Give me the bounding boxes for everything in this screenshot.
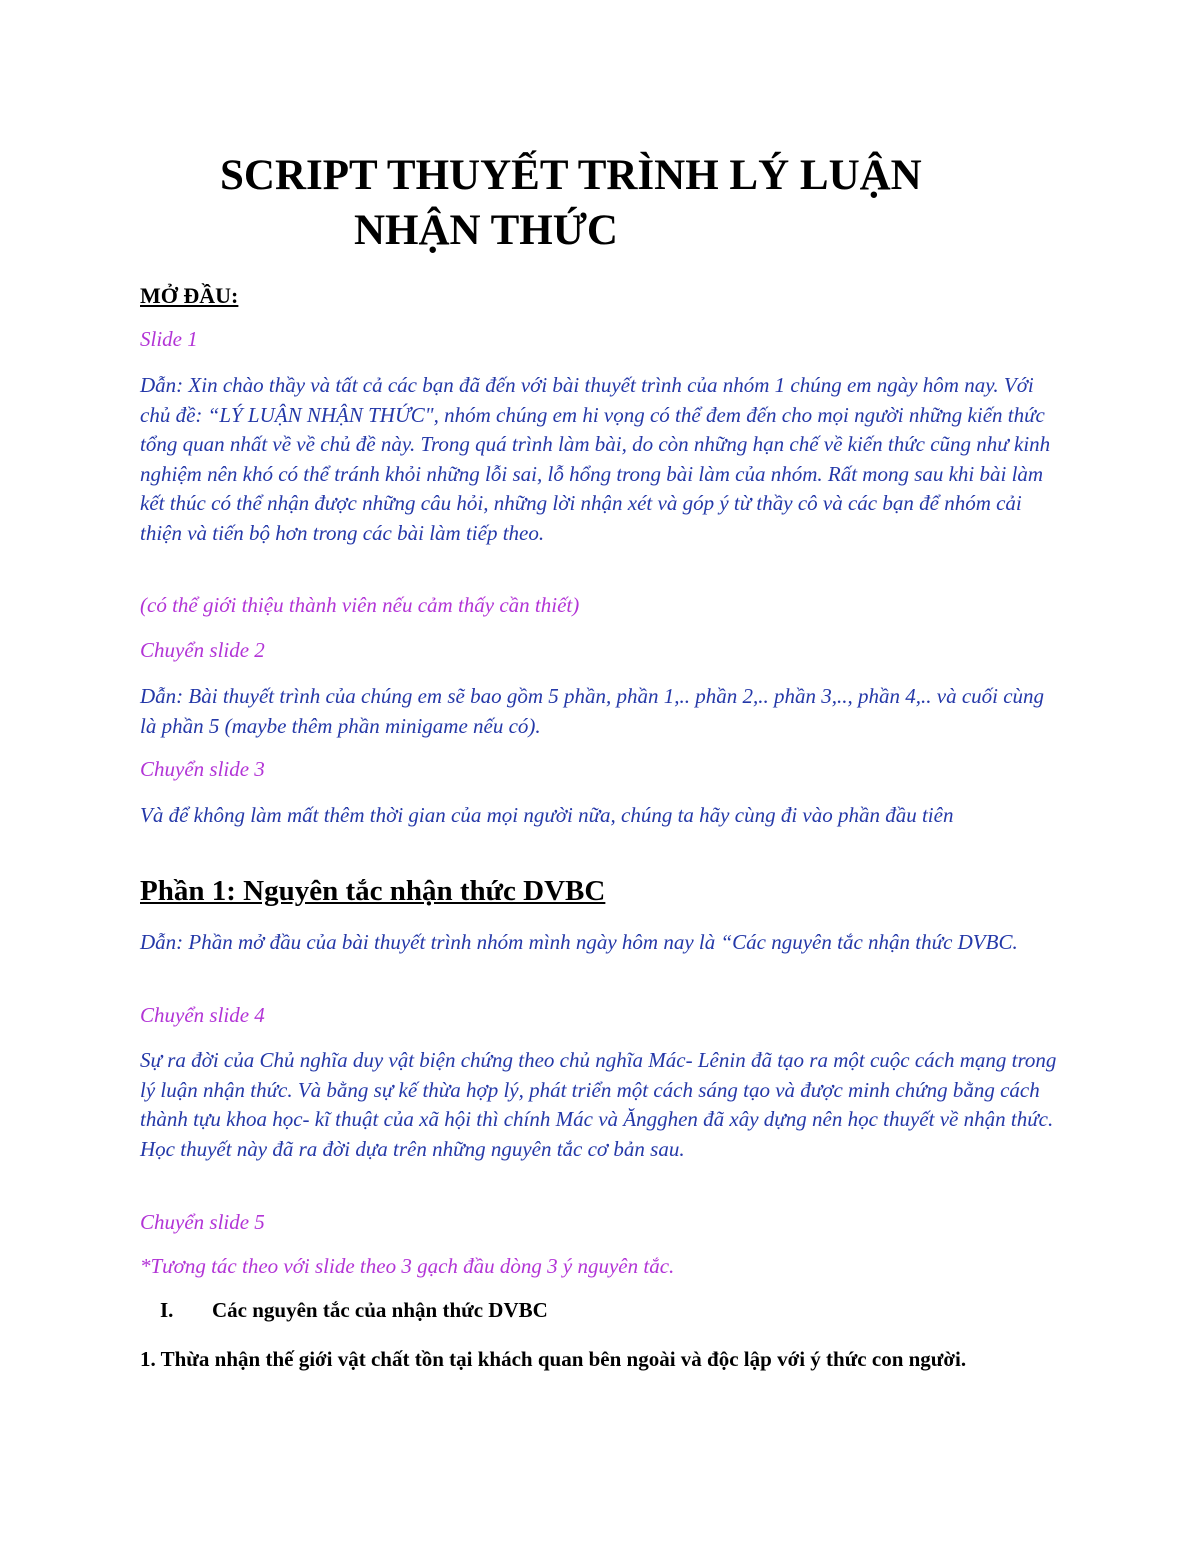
principles-heading: Các nguyên tắc của nhận thức DVBC xyxy=(212,1298,548,1322)
intro-paragraph-2: Dẫn: Bài thuyết trình của chúng em sẽ bao gồm 5 phần, phần 1,.. phần 2,.. phần 3,.., phần 4,.. và cuối cùng là phần 5 (maybe thêm phần minigame nếu có). xyxy=(140,684,1045,738)
intro-paragraph-3: Và để không làm mất thêm thời gian của mọi người nữa, chúng ta hãy cùng đi vào phần đầu tiên xyxy=(140,803,954,827)
part-1-heading: Phần 1: Nguyên tắc nhận thức DVBC xyxy=(140,875,606,907)
intro-heading: MỞ ĐẦU: xyxy=(140,283,239,308)
interaction-note: *Tương tác theo với slide theo 3 gạch đầu dòng 3 ý nguyên tắc. xyxy=(140,1254,675,1278)
intro-paragraph-1: Dẫn: Xin chào thầy và tất cả các bạn đã đến với bài thuyết trình của nhóm 1 chúng em ngày hôm nay. Với chủ đề: “LÝ LUẬN NHẬN THỨC", nhóm chúng em hi vọng có thể đem đến cho mọi người những kiến thức tổng quan nhất về về chủ đề này. Trong quá trình làm bài, do còn những hạn chế về kiến thức cũng như kinh nghiệm nên khó có thể tránh khỏi những lỗi sai, lỗ hổng trong bài làm của nhóm. Rất mong sau khi bài làm kết thúc có thể nhận được những câu hỏi, những lời nhận xét và góp ý từ thầy cô và các bạn để nhóm cải thiện và tiến bộ hơn trong các bài làm tiếp theo. xyxy=(140,373,1051,545)
part-1-paragraph-1: Dẫn: Phần mở đầu của bài thuyết trình nhóm mình ngày hôm nay là “Các nguyên tắc nhận thức DVBC. xyxy=(140,930,1018,954)
roman-numeral-marker: I. xyxy=(160,1298,174,1322)
document-title-line-2: NHẬN THỨC xyxy=(354,207,618,254)
cue-slide-2: Chuyển slide 2 xyxy=(140,638,265,662)
cue-slide-1: Slide 1 xyxy=(140,327,198,351)
document-title-line-1: SCRIPT THUYẾT TRÌNH LÝ LUẬN xyxy=(220,152,922,199)
principle-1: 1. Thừa nhận thế giới vật chất tồn tại khách quan bên ngoài và độc lập với ý thức con người. xyxy=(140,1347,967,1371)
note-introduce-members: (có thể giới thiệu thành viên nếu cảm thấy cần thiết) xyxy=(140,593,580,617)
cue-slide-3: Chuyển slide 3 xyxy=(140,757,265,781)
cue-slide-5: Chuyển slide 5 xyxy=(140,1210,265,1234)
part-1-paragraph-2: Sự ra đời của Chủ nghĩa duy vật biện chứng theo chủ nghĩa Mác- Lênin đã tạo ra một cuộc cách mạng trong lý luận nhận thức. Và bằng sự kế thừa hợp lý, phát triển một cách sáng tạo và được minh chứng bằng cách thành tựu khoa học- kĩ thuật của xã hội thì chính Mác và Ăngghen đã xây dựng nên học thuyết về nhận thức. Học thuyết này đã ra đời dựa trên những nguyên tắc cơ bản sau. xyxy=(140,1048,1057,1161)
cue-slide-4: Chuyển slide 4 xyxy=(140,1003,265,1027)
